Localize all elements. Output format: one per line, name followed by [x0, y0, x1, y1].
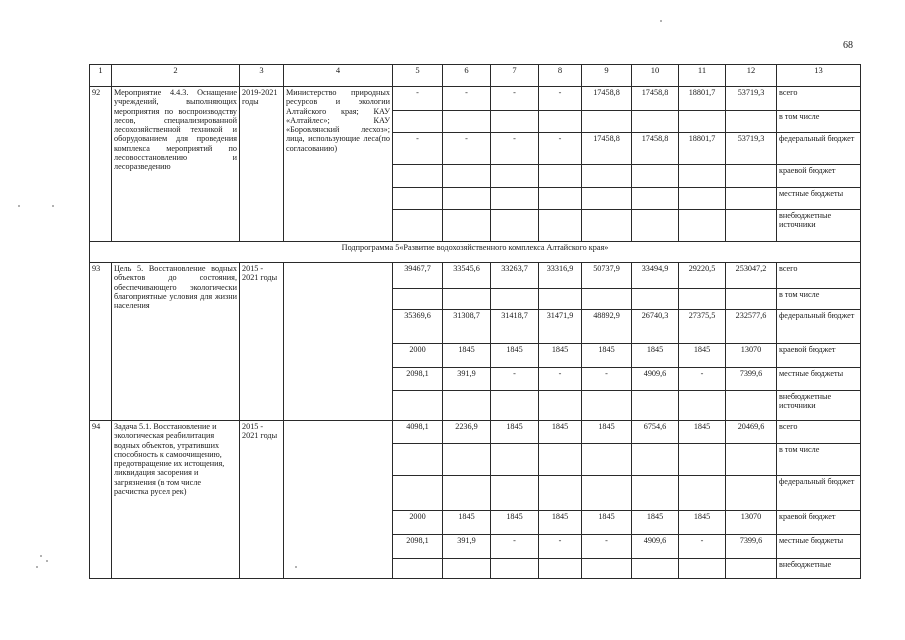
value-cell [632, 210, 679, 242]
funding-source-label: внебюджетные источники [777, 210, 861, 242]
value-cell [491, 559, 539, 579]
value-cell [443, 444, 491, 476]
value-cell [679, 210, 726, 242]
funding-source-label: краевой бюджет [777, 344, 861, 368]
budget-table [89, 64, 861, 579]
value-cell [393, 476, 443, 511]
value-cell: 53719,3 [726, 87, 777, 111]
value-cell: 1845 [582, 421, 632, 444]
value-cell [491, 111, 539, 133]
header-cell: 1 [90, 65, 112, 87]
value-cell: 1845 [491, 511, 539, 535]
value-cell: 391,9 [443, 368, 491, 391]
value-cell: 33494,9 [632, 263, 679, 289]
value-cell: 1845 [679, 344, 726, 368]
value-cell: - [539, 87, 582, 111]
value-cell: 1845 [491, 421, 539, 444]
value-cell [491, 188, 539, 210]
value-cell: 20469,6 [726, 421, 777, 444]
value-cell: 31418,7 [491, 310, 539, 344]
value-cell: - [539, 133, 582, 165]
value-cell [491, 289, 539, 310]
value-cell: 1845 [679, 421, 726, 444]
value-cell: 2000 [393, 511, 443, 535]
funding-source-label: в том числе [777, 444, 861, 476]
value-cell [582, 444, 632, 476]
executor [284, 421, 393, 579]
value-cell [393, 188, 443, 210]
value-cell: - [679, 368, 726, 391]
value-cell: - [443, 87, 491, 111]
value-cell: 391,9 [443, 535, 491, 559]
value-cell: 1845 [539, 421, 582, 444]
value-cell [539, 111, 582, 133]
scan-speck [46, 560, 48, 562]
value-cell: 2098,1 [393, 535, 443, 559]
value-cell: 7399,6 [726, 368, 777, 391]
value-cell: 53719,3 [726, 133, 777, 165]
value-cell: 17458,8 [582, 133, 632, 165]
value-cell [632, 111, 679, 133]
value-cell [443, 476, 491, 511]
value-cell [539, 289, 582, 310]
row-number: 92 [90, 87, 112, 242]
value-cell [679, 165, 726, 188]
value-cell [491, 210, 539, 242]
value-cell [491, 444, 539, 476]
value-cell [582, 165, 632, 188]
value-cell: - [443, 133, 491, 165]
header-cell: 3 [240, 65, 284, 87]
value-cell: - [539, 368, 582, 391]
header-cell: 11 [679, 65, 726, 87]
value-cell [726, 188, 777, 210]
value-cell [539, 210, 582, 242]
value-cell: 48892,9 [582, 310, 632, 344]
value-cell [582, 476, 632, 511]
header-cell: 2 [112, 65, 240, 87]
value-cell: - [582, 368, 632, 391]
value-cell: 2236,9 [443, 421, 491, 444]
funding-source-label: федеральный бюджет [777, 133, 861, 165]
value-cell [582, 188, 632, 210]
value-cell: 17458,8 [632, 87, 679, 111]
value-cell [726, 476, 777, 511]
value-cell: 27375,5 [679, 310, 726, 344]
value-cell: 1845 [491, 344, 539, 368]
value-cell [726, 289, 777, 310]
value-cell: 13070 [726, 344, 777, 368]
table-row [90, 421, 861, 444]
value-cell: 18801,7 [679, 133, 726, 165]
value-cell: - [491, 133, 539, 165]
funding-source-label: всего [777, 87, 861, 111]
value-cell [393, 289, 443, 310]
table-row [90, 263, 861, 289]
value-cell: 1845 [443, 511, 491, 535]
value-cell [632, 559, 679, 579]
value-cell [393, 391, 443, 421]
table-row [90, 87, 861, 111]
value-cell: 253047,2 [726, 263, 777, 289]
period: 2015 - 2021 годы [240, 263, 284, 421]
measure-name: Мероприятие 4.4.3. Оснащение учреждений, выполняющих мероприятия по воспроизводству лесов, специализированной лесохозяйственной техникой и оборудованием для проведения комплекса мероприятий по лесовосстановлению и лесоразведению [112, 87, 240, 242]
scan-speck [660, 20, 662, 22]
value-cell: 7399,6 [726, 535, 777, 559]
header-cell: 6 [443, 65, 491, 87]
value-cell [632, 391, 679, 421]
value-cell: - [491, 368, 539, 391]
value-cell: - [393, 87, 443, 111]
scan-speck [295, 566, 297, 568]
value-cell: 33545,6 [443, 263, 491, 289]
value-cell [632, 444, 679, 476]
value-cell [491, 391, 539, 421]
row-number: 93 [90, 263, 112, 421]
value-cell: - [582, 535, 632, 559]
value-cell: 6754,6 [632, 421, 679, 444]
value-cell: 4098,1 [393, 421, 443, 444]
funding-source-label: всего [777, 263, 861, 289]
value-cell [679, 289, 726, 310]
value-cell [443, 188, 491, 210]
funding-source-label: в том числе [777, 289, 861, 310]
value-cell: 1845 [582, 344, 632, 368]
value-cell [393, 210, 443, 242]
value-cell: 1845 [582, 511, 632, 535]
period: 2019-2021 годы [240, 87, 284, 242]
value-cell [582, 111, 632, 133]
value-cell [443, 210, 491, 242]
funding-source-label: всего [777, 421, 861, 444]
funding-source-label: краевой бюджет [777, 165, 861, 188]
value-cell [679, 111, 726, 133]
value-cell: 1845 [679, 511, 726, 535]
header-cell: 12 [726, 65, 777, 87]
value-cell [539, 188, 582, 210]
value-cell [726, 111, 777, 133]
value-cell [632, 188, 679, 210]
value-cell: 33316,9 [539, 263, 582, 289]
value-cell [443, 111, 491, 133]
value-cell: 1845 [632, 511, 679, 535]
value-cell [726, 444, 777, 476]
header-row [90, 65, 861, 87]
row-number: 94 [90, 421, 112, 579]
value-cell [582, 210, 632, 242]
value-cell: 1845 [443, 344, 491, 368]
value-cell [582, 559, 632, 579]
value-cell: 18801,7 [679, 87, 726, 111]
funding-source-label: федеральный бюджет [777, 310, 861, 344]
value-cell: 2000 [393, 344, 443, 368]
value-cell: 13070 [726, 511, 777, 535]
value-cell [443, 289, 491, 310]
scan-speck [52, 205, 54, 207]
value-cell [726, 210, 777, 242]
value-cell: - [491, 535, 539, 559]
value-cell [679, 444, 726, 476]
value-cell [443, 559, 491, 579]
value-cell [679, 559, 726, 579]
value-cell [539, 444, 582, 476]
funding-source-label: внебюджетные [777, 559, 861, 579]
value-cell: 232577,6 [726, 310, 777, 344]
value-cell: 50737,9 [582, 263, 632, 289]
value-cell [393, 111, 443, 133]
value-cell: 4909,6 [632, 368, 679, 391]
executor: Министерство природных ресурсов и экологии Алтайского края; КАУ «Алтайлес»; КАУ «Боровлянский лесхоз»; лица, использующие леса(по согласованию) [284, 87, 393, 242]
header-cell: 5 [393, 65, 443, 87]
value-cell: 17458,8 [582, 87, 632, 111]
value-cell: 31471,9 [539, 310, 582, 344]
subprogram-row [90, 242, 861, 263]
header-cell: 13 [777, 65, 861, 87]
value-cell [491, 476, 539, 511]
measure-name: Задача 5.1. Восстановление и экологическая реабилитация водных объектов, утративших способность к самоочищению, предотвращение их истощения, ликвидация засорения и загрязнения (в том числе расчистка русел рек) [112, 421, 240, 579]
value-cell: 1845 [632, 344, 679, 368]
value-cell: 1845 [539, 511, 582, 535]
value-cell [393, 444, 443, 476]
header-cell: 4 [284, 65, 393, 87]
value-cell [393, 165, 443, 188]
value-cell: 29220,5 [679, 263, 726, 289]
funding-source-label: местные бюджеты [777, 188, 861, 210]
period: 2015 - 2021 годы [240, 421, 284, 579]
value-cell [632, 289, 679, 310]
header-cell: 7 [491, 65, 539, 87]
funding-source-label: местные бюджеты [777, 368, 861, 391]
page-number: 68 [843, 40, 853, 51]
value-cell: 35369,6 [393, 310, 443, 344]
value-cell [539, 476, 582, 511]
value-cell [582, 289, 632, 310]
header-cell: 10 [632, 65, 679, 87]
value-cell: 2098,1 [393, 368, 443, 391]
value-cell: - [393, 133, 443, 165]
scan-speck [40, 555, 42, 557]
value-cell: 17458,8 [632, 133, 679, 165]
value-cell [582, 391, 632, 421]
scan-speck [18, 205, 20, 207]
value-cell [726, 165, 777, 188]
value-cell [539, 559, 582, 579]
scan-speck [36, 566, 38, 568]
value-cell: 26740,3 [632, 310, 679, 344]
value-cell [726, 559, 777, 579]
value-cell: 33263,7 [491, 263, 539, 289]
value-cell [679, 391, 726, 421]
value-cell [443, 391, 491, 421]
executor [284, 263, 393, 421]
funding-source-label: внебюджетные источники [777, 391, 861, 421]
header-cell: 9 [582, 65, 632, 87]
value-cell [726, 391, 777, 421]
value-cell [632, 165, 679, 188]
funding-source-label: федеральный бюджет [777, 476, 861, 511]
value-cell: 39467,7 [393, 263, 443, 289]
funding-source-label: в том числе [777, 111, 861, 133]
value-cell [539, 165, 582, 188]
value-cell [632, 476, 679, 511]
value-cell [443, 165, 491, 188]
header-cell: 8 [539, 65, 582, 87]
value-cell [491, 165, 539, 188]
funding-source-label: местные бюджеты [777, 535, 861, 559]
subprogram-title: Подпрограмма 5«Развитие водохозяйственного комплекса Алтайского края» [90, 242, 861, 263]
measure-name: Цель 5. Восстановление водных объектов до состояния, обеспечивающего экологически благоприятные условия для жизни населения [112, 263, 240, 421]
value-cell: - [491, 87, 539, 111]
funding-source-label: краевой бюджет [777, 511, 861, 535]
value-cell: 4909,6 [632, 535, 679, 559]
value-cell [679, 476, 726, 511]
value-cell [539, 391, 582, 421]
value-cell: - [679, 535, 726, 559]
value-cell: 31308,7 [443, 310, 491, 344]
value-cell: - [539, 535, 582, 559]
value-cell [393, 559, 443, 579]
value-cell: 1845 [539, 344, 582, 368]
value-cell [679, 188, 726, 210]
